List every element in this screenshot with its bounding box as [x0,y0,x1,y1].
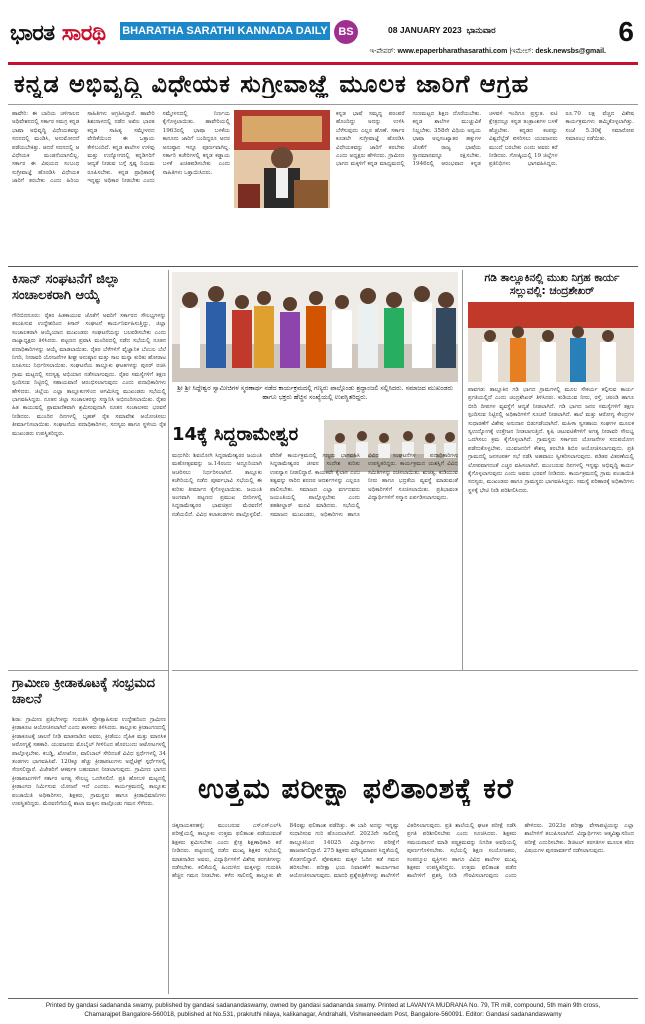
masthead [8,16,638,62]
main-story-photo-text [236,212,330,262]
result-body: ಚಿಕ್ಕನಾಯಕನಹಳ್ಳಿ: ಮುಂಬರುವ ಎಸ್‌ಎಸ್‌ಎಲ್‌ಸಿ ಪರೀಕ್ಷೆಯಲ್ಲಿ ತಾಲ್ಲೂಕು ಉತ್ತಮ ಫಲಿತಾಂಶ ಪಡೆಯುವಂತೆ ಶಿಕ್ಷಕರು ಶ್ರಮಿಸಬೇಕು ಎಂದು ಕ್ಷೇತ್ರ ಶಿಕ್ಷಣಾಧಿಕಾರಿ ಕರೆ ನೀಡಿದರು. ಪಟ್ಟಣದಲ್ಲಿ ನಡೆದ ಮುಖ್ಯ ಶಿಕ್ಷಕರ ಸಭೆಯಲ್ಲಿ ಮಾತನಾಡಿದ ಅವರು, ವಿದ್ಯಾರ್ಥಿಗಳಿಗೆ ವಿಶೇಷ ತರಗತಿಗಳನ್ನು ನಡೆಸಬೇಕು. ಕಲಿಕೆಯಲ್ಲಿ ಹಿಂದುಳಿದ ಮಕ್ಕಳನ್ನು ಗುರುತಿಸಿ ಹೆಚ್ಚಿನ ಗಮನ ನೀಡಬೇಕು. ಕಳೆದ ಸಾಲಿನಲ್ಲಿ ತಾಲ್ಲೂಕು ಶೇ 84ರಷ್ಟು ಫಲಿತಾಂಶ ಪಡೆದಿತ್ತು. ಈ ಬಾರಿ ಅದನ್ನು ಇನ್ನಷ್ಟು ಸುಧಾರಿಸುವ ಗುರಿ ಹೊಂದಲಾಗಿದೆ. 2023ನೇ ಸಾಲಿನಲ್ಲಿ ತಾಲ್ಲೂಕಿನಿಂದ 14025 ವಿದ್ಯಾರ್ಥಿಗಳು ಪರೀಕ್ಷೆಗೆ ಹಾಜರಾಗಲಿದ್ದಾರೆ. 275 ಶಿಕ್ಷಕರು ಮೌಲ್ಯಮಾಪನ ಸಿದ್ಧತೆಯಲ್ಲಿ ತೊಡಗಲಿದ್ದಾರೆ. ಪೋಷಕರು ಮಕ್ಕಳ ಓದಿನ ಕಡೆ ಗಮನ ಹರಿಸಬೇಕು. ಪರೀಕ್ಷಾ ಭಯ ನಿವಾರಣೆಗೆ ಕಾರ್ಯಾಗಾರ ಆಯೋಜಿಸಲಾಗುವುದು. ಮಾದರಿ ಪ್ರಶ್ನೆಪತ್ರಿಕೆಗಳನ್ನು ಶಾಲೆಗಳಿಗೆ ವಿತರಿಸಲಾಗುವುದು. ಪ್ರತಿ ಶಾಲೆಯಲ್ಲಿ ಘಟಕ ಪರೀಕ್ಷೆ ನಡೆಸಿ ಪ್ರಗತಿ ಪರಿಶೀಲಿಸಬೇಕು ಎಂದು ಸೂಚಿಸಿದರು. ಶಿಕ್ಷಕರು ಸಮಯಪಾಲನೆ ಮಾಡಿ ಪಠ್ಯಕ್ರಮವನ್ನು ನಿಗದಿತ ಅವಧಿಯಲ್ಲಿ ಪೂರ್ಣಗೊಳಿಸಬೇಕು. ಸಭೆಯಲ್ಲಿ ಶಿಕ್ಷಣ ಸಂಯೋಜಕರು, ಸಂಪನ್ಮೂಲ ವ್ಯಕ್ತಿಗಳು ಹಾಗೂ ವಿವಿಧ ಶಾಲೆಗಳ ಮುಖ್ಯ ಶಿಕ್ಷಕರು ಉಪಸ್ಥಿತರಿದ್ದರು. ಉತ್ತಮ ಫಲಿತಾಂಶ ಪಡೆದ ಶಾಲೆಗಳಿಗೆ ಪ್ರಶಸ್ತಿ ನೀಡಿ ಗೌರವಿಸಲಾಗುವುದು ಎಂದು ಹೇಳಿದರು. 2023ರ ಪರೀಕ್ಷಾ ವೇಳಾಪಟ್ಟಿಯನ್ನು ಎಲ್ಲಾ ಶಾಲೆಗಳಿಗೆ ತಲುಪಿಸಲಾಗಿದೆ. ವಿದ್ಯಾರ್ಥಿಗಳು ಆತ್ಮವಿಶ್ವಾಸದಿಂದ ಪರೀಕ್ಷೆ ಎದುರಿಸಬೇಕು. ಡಿಜಿಟಲ್ ತರಗತಿಗಳ ಮೂಲಕ ಕಠಿಣ ವಿಷಯಗಳ ಪುನರಾವರ್ತನೆ ನಡೆಸಲಾಗುವುದು. [172,823,634,880]
dateline [388,25,496,36]
rural-sports-headline: ಗ್ರಾಮೀಣ ಕ್ರೀಡಾಕೂಟಕ್ಕೆ ಸಂಭ್ರಮದ ಚಾಲನೆ [12,676,155,708]
divider [8,266,638,267]
issue-date: 08 JANUARY 2023 [388,25,462,35]
masthead-rule [8,62,638,65]
imprint-footer [8,998,638,1019]
divider [8,670,168,671]
rural-sports-body: ಶಿರಾ: ಗ್ರಾಮೀಣ ಪ್ರತಿಭೆಗಳನ್ನು ಗುರುತಿಸಿ ಪ್ರೋತ್ಸಾಹಿಸುವ ಉದ್ದೇಶದಿಂದ ಗ್ರಾಮೀಣ ಕ್ರೀಡಾಕೂಟ ಆಯೋಜಿಸಲಾಗಿದೆ ಎಂದು ಶಾಸಕರು ತಿಳಿಸಿದರು. ತಾಲ್ಲೂಕು ಕ್ರೀಡಾಂಗಣದಲ್ಲಿ ಕ್ರೀಡಾಕೂಟಕ್ಕೆ ಚಾಲನೆ ನೀಡಿ ಮಾತನಾಡಿದ ಅವರು, ಕ್ರೀಡೆಯು ದೈಹಿಕ ಮತ್ತು ಮಾನಸಿಕ ಆರೋಗ್ಯಕ್ಕೆ ಸಹಕಾರಿ. ಯುವಜನರು ಮೊಬೈಲ್ ಗೀಳಿನಿಂದ ಹೊರಬಂದು ಆಟೋಟಗಳಲ್ಲಿ ಪಾಲ್ಗೊಳ್ಳಬೇಕು. ಕಬಡ್ಡಿ, ಖೋಖೋ, ವಾಲಿಬಾಲ್ ಸೇರಿದಂತೆ ವಿವಿಧ ಸ್ಪರ್ಧೆಗಳಲ್ಲಿ 34 ತಂಡಗಳು ಭಾಗವಹಿಸಿವೆ. 120ಕ್ಕೂ ಹೆಚ್ಚು ಕ್ರೀಡಾಪಟುಗಳು ಅಥ್ಲೆಟಿಕ್ಸ್ ಸ್ಪರ್ಧೆಗಳಲ್ಲಿ ಸೆಣಸಲಿದ್ದಾರೆ. ವಿಜೇತರಿಗೆ ಆಕರ್ಷಕ ಬಹುಮಾನ ನೀಡಲಾಗುವುದು. ಗ್ರಾಮೀಣ ಭಾಗದ ಕ್ರೀಡಾಪಟುಗಳಿಗೆ ಸರ್ಕಾರ ಅಗತ್ಯ ಸೌಲಭ್ಯ ಒದಗಿಸಲಿದೆ. ಪ್ರತಿ ಹೋಬಳಿ ಮಟ್ಟದಲ್ಲಿ ಕ್ರೀಡಾಂಗಣ ನಿರ್ಮಿಸುವ ಯೋಜನೆ ಇದೆ ಎಂದರು. ಕಾರ್ಯಕ್ರಮದಲ್ಲಿ ತಾಲ್ಲೂಕು ಪಂಚಾಯಿತಿ ಅಧಿಕಾರಿಗಳು, ಶಿಕ್ಷಕರು, ಗ್ರಾಮಸ್ಥರು ಹಾಗೂ ಕ್ರೀಡಾಭಿಮಾನಿಗಳು ಉಪಸ್ಥಿತರಿದ್ದರು. ಮೆರವಣಿಗೆಯಲ್ಲಿ ಶಾಲಾ ಮಕ್ಕಳು ಪಾಲ್ಗೊಂಡು ಗಮನ ಸೆಳೆದರು. [12,717,166,808]
result-headline: ಉತ್ತಮ ಪರೀಕ್ಷಾ ಫಲಿತಾಂಶಕ್ಕೆ ಕರೆ [198,772,514,805]
page-number: 6 [618,16,634,47]
gadi-photo [468,302,634,382]
issue-day: ಭಾನುವಾರ [466,25,496,35]
main-headline: ಕನ್ನಡ ಅಭಿವೃದ್ಧಿ ವಿಧೇಯಕ ಸುಗ್ರೀವಾಜ್ಞೆ ಮೂಲಕ ಜಾರಿಗೆ ಆಗ್ರಹ [14,70,530,98]
divider [462,270,463,670]
main-story-body-left: ಹಾವೇರಿ: ಈ ಬಾರಿಯ ಚಳಿಗಾಲದ ಅಧಿವೇಶನದಲ್ಲಿ ಸರ್ಕಾರ ಸಮಗ್ರ ಕನ್ನಡ ಭಾಷಾ ಅಭಿವೃದ್ಧಿ ವಿಧೇಯಕವನ್ನು ಸದನದಲ್ಲಿ ಮಂಡಿಸಿ, ಅನುಮೋದನೆ ಪಡೆಯಬೇಕಿತ್ತು. ಆದರೆ ಸದನದಲ್ಲಿ ಆ ವಿಧೇಯಕ ಮಂಡನೆಯಾಗಲಿಲ್ಲ. ಸರ್ಕಾರ ಈ ವಿಷಯದ ಸಂಬಂಧ ಸುಗ್ರೀವಾಜ್ಞೆ ಹೊರಡಿಸಿ ವಿಧೇಯಕ ಜಾರಿಗೆ ತರಬೇಕು ಎಂದು ಹಿರಿಯ ಸಾಹಿತಿಗಳು ಆಗ್ರಹಿಸಿದ್ದಾರೆ. ಹಾವೇರಿ ಶಿಶುನಾಳದಲ್ಲಿ ನಡೆದ ಅಖಿಲ ಭಾರತ ಕನ್ನಡ ಸಾಹಿತ್ಯ ಸಮ್ಮೇಳನದ ವೇದಿಕೆಯಿಂದ ಈ ಒತ್ತಾಯ ಕೇಳಿಬಂದಿದೆ. ಕನ್ನಡ ಶಾಲೆಗಳ ಉಳಿವು ಮತ್ತು ಉದ್ಯೋಗದಲ್ಲಿ ಕನ್ನಡಿಗರಿಗೆ ಆದ್ಯತೆ ನೀಡುವ ಬಗ್ಗೆ ಸ್ಪಷ್ಟ ನಿಯಮ ರೂಪಿಸಬೇಕು. ಕನ್ನಡ ಪ್ರಾಧಿಕಾರಕ್ಕೆ ಇನ್ನಷ್ಟು ಅಧಿಕಾರ ನೀಡಬೇಕು ಎಂದು ಸಮ್ಮೇಳನದಲ್ಲಿ ನಿರ್ಣಯ ಕೈಗೊಳ್ಳಲಾಯಿತು. ಹಾವೇರಿಯಲ್ಲಿ 1963ರಲ್ಲಿ ಭಾಷಾ ಬಳಕೆಯ ಕಾನೂನು ಜಾರಿಗೆ ಬಂದಿದ್ದರೂ ಅದರ ಅನುಷ್ಠಾನ ಇನ್ನೂ ಪೂರ್ಣವಾಗಿಲ್ಲ. ಸರ್ಕಾರಿ ಕಚೇರಿಗಳಲ್ಲಿ ಕನ್ನಡ ಕಡ್ಡಾಯ ಬಳಕೆ ಖಚಿತಪಡಿಸಬೇಕು ಎಂದು ಸಾಹಿತಿಗಳು ಒತ್ತಾಯಿಸಿದರು. [12,111,230,185]
siddharameshwara-body: ಮಧುಗಿರಿ: ಶಿವಯೋಗಿ ಸಿದ್ದರಾಮೇಶ್ವರರ ಜಯಂತಿ ಮಹೋತ್ಸವವನ್ನು ಜ.14ರಂದು ಅದ್ದೂರಿಯಾಗಿ ಆಚರಿಸಲು ನಿರ್ಧರಿಸಲಾಗಿದೆ. ತಾಲ್ಲೂಕು ಕಚೇರಿಯಲ್ಲಿ ನಡೆದ ಪೂರ್ವಭಾವಿ ಸಭೆಯಲ್ಲಿ ಈ ಕುರಿತು ತೀರ್ಮಾನ ಕೈಗೊಳ್ಳಲಾಯಿತು. ಜಯಂತಿ ಅಂಗವಾಗಿ ಪಟ್ಟಣದ ಪ್ರಮುಖ ಬೀದಿಗಳಲ್ಲಿ ಸಿದ್ದರಾಮೇಶ್ವರರ ಭಾವಚಿತ್ರದ ಮೆರವಣಿಗೆ ನಡೆಯಲಿದೆ. ವಿವಿಧ ಕಲಾತಂಡಗಳು ಪಾಲ್ಗೊಳ್ಳಲಿವೆ. ವೇದಿಕೆ ಕಾರ್ಯಕ್ರಮದಲ್ಲಿ ಗಣ್ಯರು ಭಾಗವಹಿಸಿ ಸಿದ್ದರಾಮೇಶ್ವರರ ಜೀವನ ಸಂದೇಶ ಕುರಿತು ಉಪನ್ಯಾಸ ನೀಡಲಿದ್ದಾರೆ. ಕಾಯಕವೇ ಕೈಲಾಸ ಎಂಬ ತತ್ವವನ್ನು ಸಾರಿದ ಶರಣರ ಆದರ್ಶಗಳನ್ನು ಎಲ್ಲರೂ ಪಾಲಿಸಬೇಕು. ಸಮಾಜದ ಎಲ್ಲಾ ವರ್ಗದವರು ಜಯಂತಿಯಲ್ಲಿ ಪಾಲ್ಗೊಳ್ಳಬೇಕು ಎಂದು ತಹಶೀಲ್ದಾರ್ ಮನವಿ ಮಾಡಿದರು. ಸಭೆಯಲ್ಲಿ ಸಮಾಜದ ಮುಖಂಡರು, ಅಧಿಕಾರಿಗಳು ಹಾಗೂ ವಿವಿಧ ಸಂಘಟನೆಗಳ ಪದಾಧಿಕಾರಿಗಳು ಉಪಸ್ಥಿತರಿದ್ದರು. ಕಾರ್ಯಕ್ರಮದ ಯಶಸ್ಸಿಗೆ ವಿವಿಧ ಸಮಿತಿಗಳನ್ನು ರಚಿಸಲಾಯಿತು. ಶುಚಿತ್ವ, ಕುಡಿಯುವ ನೀರು ಹಾಗೂ ಭದ್ರತೆಯ ವ್ಯವಸ್ಥೆ ಮಾಡುವಂತೆ ಅಧಿಕಾರಿಗಳಿಗೆ ಸೂಚಿಸಲಾಯಿತು. ಪ್ರತಿಭಾವಂತ ವಿದ್ಯಾರ್ಥಿಗಳಿಗೆ ಸನ್ಮಾನ ಏರ್ಪಡಿಸಲಾಗುವುದು. [172,453,458,518]
group-photo [172,272,458,382]
newspaper-logo [10,20,106,46]
email-label: |ಇಮೇಲ್: [509,48,534,55]
gadi-headline: ಗಡಿ ತಾಲ್ಲೂಕಿನಲ್ಲಿ ಮುಖ ನಿಗ್ರಹ ಕಾರ್ಯ ಸಲ್ಲುವಲ್ಲಿ: ಚಂದ್ರಶೇಖರ್ [484,272,620,298]
logo-text-dark: ಭಾರತ [10,20,62,46]
kisan-body: ಗೌರಿಬಿದನೂರು: ರೈತರ ಹಿತಕಾಯುವ ಜೊತೆಗೆ ಅವರಿಗೆ ಸರ್ಕಾರದ ಸೌಲಭ್ಯಗಳನ್ನು ತಲುಪಿಸುವ ಉದ್ದೇಶದಿಂದ ಕಿಸಾನ್ ಸಂಘಟನೆ ಕಾರ್ಯನಿರ್ವಹಿಸುತ್ತಿದ್ದು, ಜಿಲ್ಲಾ ಸಂಚಾಲಕರಾಗಿ ಆಯ್ಕೆಯಾದ ಮುಖಂಡರು ಸಂಘಟನೆಯನ್ನು ಬಲಪಡಿಸಬೇಕು ಎಂದು ರಾಜ್ಯಾಧ್ಯಕ್ಷರು ತಿಳಿಸಿದರು. ಪಟ್ಟಣದ ಪ್ರವಾಸಿ ಮಂದಿರದಲ್ಲಿ ನಡೆದ ಸಭೆಯಲ್ಲಿ ನೂತನ ಪದಾಧಿಕಾರಿಗಳನ್ನು ಆಯ್ಕೆ ಮಾಡಲಾಯಿತು. ರೈತರ ಬೆಳೆಗಳಿಗೆ ವೈಜ್ಞಾನಿಕ ಬೆಂಬಲ ಬೆಲೆ ನಿಗದಿ, ನೀರಾವರಿ ಯೋಜನೆಗಳ ಶೀಘ್ರ ಅನುಷ್ಠಾನ ಮತ್ತು ಸಾಲ ಮನ್ನಾ ಕುರಿತು ಹೋರಾಟ ರೂಪಿಸಲು ನಿರ್ಧರಿಸಲಾಯಿತು. ಸಂಘಟನೆಯ ತಾಲ್ಲೂಕು ಘಟಕಗಳನ್ನು ಪುನರ್ ರಚಿಸಿ ಗ್ರಾಮ ಮಟ್ಟದಲ್ಲಿ ಸದಸ್ಯತ್ವ ಅಭಿಯಾನ ನಡೆಸಲಾಗುವುದು. ರೈತರ ಸಮಸ್ಯೆಗಳಿಗೆ ತಕ್ಷಣ ಸ್ಪಂದಿಸುವ ನಿಟ್ಟಿನಲ್ಲಿ ಸಹಾಯವಾಣಿ ಆರಂಭಿಸಲಾಗುವುದು ಎಂದು ಪದಾಧಿಕಾರಿಗಳು ಹೇಳಿದರು. ಜಿಲ್ಲೆಯ ಎಲ್ಲಾ ತಾಲ್ಲೂಕುಗಳಿಂದ ಆಗಮಿಸಿದ್ದ ಮುಖಂಡರು ಸಭೆಯಲ್ಲಿ ಭಾಗವಹಿಸಿದ್ದರು. ನೂತನ ಜಿಲ್ಲಾ ಸಂಚಾಲಕರನ್ನು ಸನ್ಮಾನಿಸಿ ಅಭಿನಂದಿಸಲಾಯಿತು. ರೈತರ ಹಿತ ಕಾಯುವಲ್ಲಿ ಪ್ರಾಮಾಣಿಕವಾಗಿ ಶ್ರಮಿಸುವುದಾಗಿ ನೂತನ ಸಂಚಾಲಕರು ಭರವಸೆ ನೀಡಿದರು. ಮುಂದಿನ ದಿನಗಳಲ್ಲಿ ಬೃಹತ್ ರೈತ ಸಮಾವೇಶ ಆಯೋಜಿಸಲು ತೀರ್ಮಾನಿಸಲಾಯಿತು. ಸಂಘಟನೆಯ ಪದಾಧಿಕಾರಿಗಳು, ಸದಸ್ಯರು ಹಾಗೂ ಸ್ಥಳೀಯ ರೈತ ಮುಖಂಡರು ಉಪಸ್ಥಿತರಿದ್ದರು. [12,313,166,437]
felicitation-image [468,302,634,382]
siddharameshwara-headline: 14ಕ್ಕೆ ಸಿದ್ದರಾಮೇಶ್ವರ [172,424,299,445]
bs-logo-icon: BS [334,20,358,44]
epaper-url[interactable]: www.epaperbharathasarathi.com [397,48,508,55]
divider [172,670,638,671]
divider [168,670,169,994]
logo-text-red: ಸಾರಥಿ [61,20,106,46]
group-of-people-image [172,272,458,382]
group-photo-caption: ಶ್ರೀ ಶ್ರೀ ಸಿದ್ದೇಶ್ವರ ಸ್ವಾಮೀಜಿಗಳ ಸ್ಮರಣಾರ್ಥ ನಡೆದ ಕಾರ್ಯಕ್ರಮದಲ್ಲಿ ಗಣ್ಯರು ಪಾಲ್ಗೊಂಡು ಶ್ರದ್ಧಾಂಜಲಿ ಸಲ್ಲಿಸಿದರು. ಸಮಾಜದ ಮುಖಂಡರು ಹಾಗೂ ಭಕ್ತರು ಹೆಚ್ಚಿನ ಸಂಖ್ಯೆಯಲ್ಲಿ ಉಪಸ್ಥಿತರಿದ್ದರು. [177,384,453,401]
imprint-line-2: Chamarajpet Bangalore-560018, published at No.531, prakruthi nilaya, kalikanagar, Andrahalli, Vishwaneedam Post, Bangalore-560091. Editor: Gandasi sadanandaswamy [84,1011,562,1018]
speaker-at-podium-image [234,110,330,208]
gadi-body: ಪಾವಗಡ: ತಾಲ್ಲೂಕಿನ ಗಡಿ ಭಾಗದ ಗ್ರಾಮಗಳಲ್ಲಿ ಮೂಲ ಸೌಕರ್ಯ ಕಲ್ಪಿಸುವ ಕಾರ್ಯ ಪ್ರಗತಿಯಲ್ಲಿದೆ ಎಂದು ಚಂದ್ರಶೇಖರ್ ತಿಳಿಸಿದರು. ಕುಡಿಯುವ ನೀರು, ರಸ್ತೆ, ಚರಂಡಿ ಹಾಗೂ ಬೀದಿ ದೀಪಗಳ ವ್ಯವಸ್ಥೆಗೆ ಆದ್ಯತೆ ನೀಡಲಾಗಿದೆ. ಗಡಿ ಭಾಗದ ಜನರ ಸಮಸ್ಯೆಗಳಿಗೆ ತಕ್ಷಣ ಸ್ಪಂದಿಸುವ ನಿಟ್ಟಿನಲ್ಲಿ ಅಧಿಕಾರಿಗಳಿಗೆ ಸೂಚನೆ ನೀಡಲಾಗಿದೆ. ಶಾಲೆ ಮತ್ತು ಆರೋಗ್ಯ ಕೇಂದ್ರಗಳ ಸುಧಾರಣೆಗೆ ವಿಶೇಷ ಅನುದಾನ ಬಿಡುಗಡೆಯಾಗಿದೆ. ಮಹಿಳಾ ಸ್ವಸಹಾಯ ಸಂಘಗಳ ಮೂಲಕ ಸ್ವಉದ್ಯೋಗಕ್ಕೆ ಉತ್ತೇಜನ ನೀಡಲಾಗುತ್ತಿದೆ. ಕೃಷಿ ಚಟುವಟಿಕೆಗಳಿಗೆ ಅಗತ್ಯ ನೀರಾವರಿ ಸೌಲಭ್ಯ ಒದಗಿಸಲು ಕ್ರಮ ಕೈಗೊಳ್ಳಲಾಗಿದೆ. ಗ್ರಾಮಸ್ಥರು ಸರ್ಕಾರದ ಯೋಜನೆಗಳ ಸದುಪಯೋಗ ಪಡೆದುಕೊಳ್ಳಬೇಕು. ಯುವಜನರಿಗೆ ಕೌಶಲ್ಯ ತರಬೇತಿ ಶಿಬಿರ ಆಯೋಜಿಸಲಾಗುವುದು. ಪ್ರತಿ ಗ್ರಾಮದಲ್ಲಿ ಜನಸಂಪರ್ಕ ಸಭೆ ನಡೆಸಿ ಅಹವಾಲು ಸ್ವೀಕರಿಸಲಾಗುವುದು. ಪಡಿತರ ವಿತರಣೆಯಲ್ಲಿ ಲೋಪವಾಗದಂತೆ ಎಚ್ಚರ ವಹಿಸಲಾಗಿದೆ. ಮುಂಬರುವ ದಿನಗಳಲ್ಲಿ ಇನ್ನಷ್ಟು ಅಭಿವೃದ್ಧಿ ಕಾರ್ಯ ಕೈಗೊಳ್ಳಲಾಗುವುದು ಎಂದು ಅವರು ಭರವಸೆ ನೀಡಿದರು. ಕಾರ್ಯಕ್ರಮದಲ್ಲಿ ಗ್ರಾಮ ಪಂಚಾಯಿತಿ ಸದಸ್ಯರು, ಮುಖಂಡರು ಹಾಗೂ ಗ್ರಾಮಸ್ಥರು ಭಾಗವಹಿಸಿದ್ದರು. ಸಮಸ್ಯೆ ಪರಿಹಾರಕ್ಕೆ ಅಧಿಕಾರಿಗಳು ಸ್ಥಳಕ್ಕೆ ಭೇಟಿ ನೀಡಿ ಪರಿಶೀಲಿಸಿದರು. [468,387,634,494]
divider [168,270,169,670]
main-story-photo [234,110,330,208]
contact-bar [338,48,606,56]
epaper-label: ಇ-ಪೇಪರ್: [369,48,396,55]
imprint-line-1: Printed by gandasi sadananda swamy, published by gandasi sadanandaswamy, owned by gandasi sadananda swamy. Printed at LAVANYA MUDRANA No. 79, TR mill, compound, 5th main 9th cross, [45,1002,601,1009]
kisan-headline: ಕಿಸಾನ್ ಸಂಘಟನೆಗೆ ಜಿಲ್ಲಾ ಸಂಚಾಲಕರಾಗಿ ಆಯ್ಕೆ [12,272,120,304]
main-story-body-right: ಕನ್ನಡ ಭಾಷೆ ಸಮೃದ್ಧ ಪರಂಪರೆ ಹೊಂದಿದ್ದು ಅದನ್ನು ಉಳಿಸಿ ಬೆಳೆಸುವುದು ಎಲ್ಲರ ಹೊಣೆ. ಸರ್ಕಾರ ಕೂಡಲೇ ಸುಗ್ರೀವಾಜ್ಞೆ ಹೊರಡಿಸಿ ವಿಧೇಯಕವನ್ನು ಜಾರಿಗೆ ತರಬೇಕು ಎಂದು ಅಧ್ಯಕ್ಷರು ಹೇಳಿದರು. ಗ್ರಾಮೀಣ ಭಾಗದ ಮಕ್ಕಳಿಗೆ ಕನ್ನಡ ಮಾಧ್ಯಮದಲ್ಲಿ ಗುಣಮಟ್ಟದ ಶಿಕ್ಷಣ ದೊರೆಯಬೇಕು. ಕನ್ನಡ ಶಾಲೆಗಳ ಮುಚ್ಚುವಿಕೆ ನಿಲ್ಲಬೇಕು. 358ನೇ ವಿಧಿಯ ಅನ್ವಯ ಭಾಷಾ ಅಲ್ಪಸಂಖ್ಯಾತರ ಹಕ್ಕುಗಳ ಜೊತೆಗೆ ರಾಜ್ಯ ಭಾಷೆಯ ಸ್ಥಾನಮಾನವನ್ನೂ ರಕ್ಷಿಸಬೇಕು. 1946ರಲ್ಲಿ ಆರಂಭವಾದ ಕನ್ನಡ ಚಳವಳಿ ಇಂದಿಗೂ ಪ್ರಸ್ತುತ. ಐಟಿ ಕ್ಷೇತ್ರದಲ್ಲೂ ಕನ್ನಡ ತಂತ್ರಾಂಶಗಳ ಬಳಕೆ ಹೆಚ್ಚಬೇಕು. ಕನ್ನಡದ ಕಂಪನ್ನು ವಿಶ್ವದೆಲ್ಲೆಡೆ ಪಸರಿಸಲು ಯುವಜನರು ಮುಂದೆ ಬರಬೇಕು ಎಂದು ಅವರು ಕರೆ ನೀಡಿದರು. ಗೋಷ್ಠಿಯಲ್ಲಿ 19 ಜಿಲ್ಲೆಗಳ ಪ್ರತಿನಿಧಿಗಳು ಭಾಗವಹಿಸಿದ್ದರು. ರೂ.70 ಲಕ್ಷ ವೆಚ್ಚದ ವಿಶೇಷ ಕಾರ್ಯಕ್ರಮಗಳು ಹಮ್ಮಿಕೊಳ್ಳಲಾಗಿತ್ತು. ಸಂಜೆ 5.30ಕ್ಕೆ ಸಮಾರೋಪ ಸಮಾರಂಭ ನಡೆಯಿತು. [336,111,634,168]
result-body-top [172,676,634,768]
divider [8,104,638,105]
masthead-banner: BHARATHA SARATHI KANNADA DAILY [120,22,330,40]
email-address[interactable]: desk.newsbs@gmail. [535,48,606,55]
